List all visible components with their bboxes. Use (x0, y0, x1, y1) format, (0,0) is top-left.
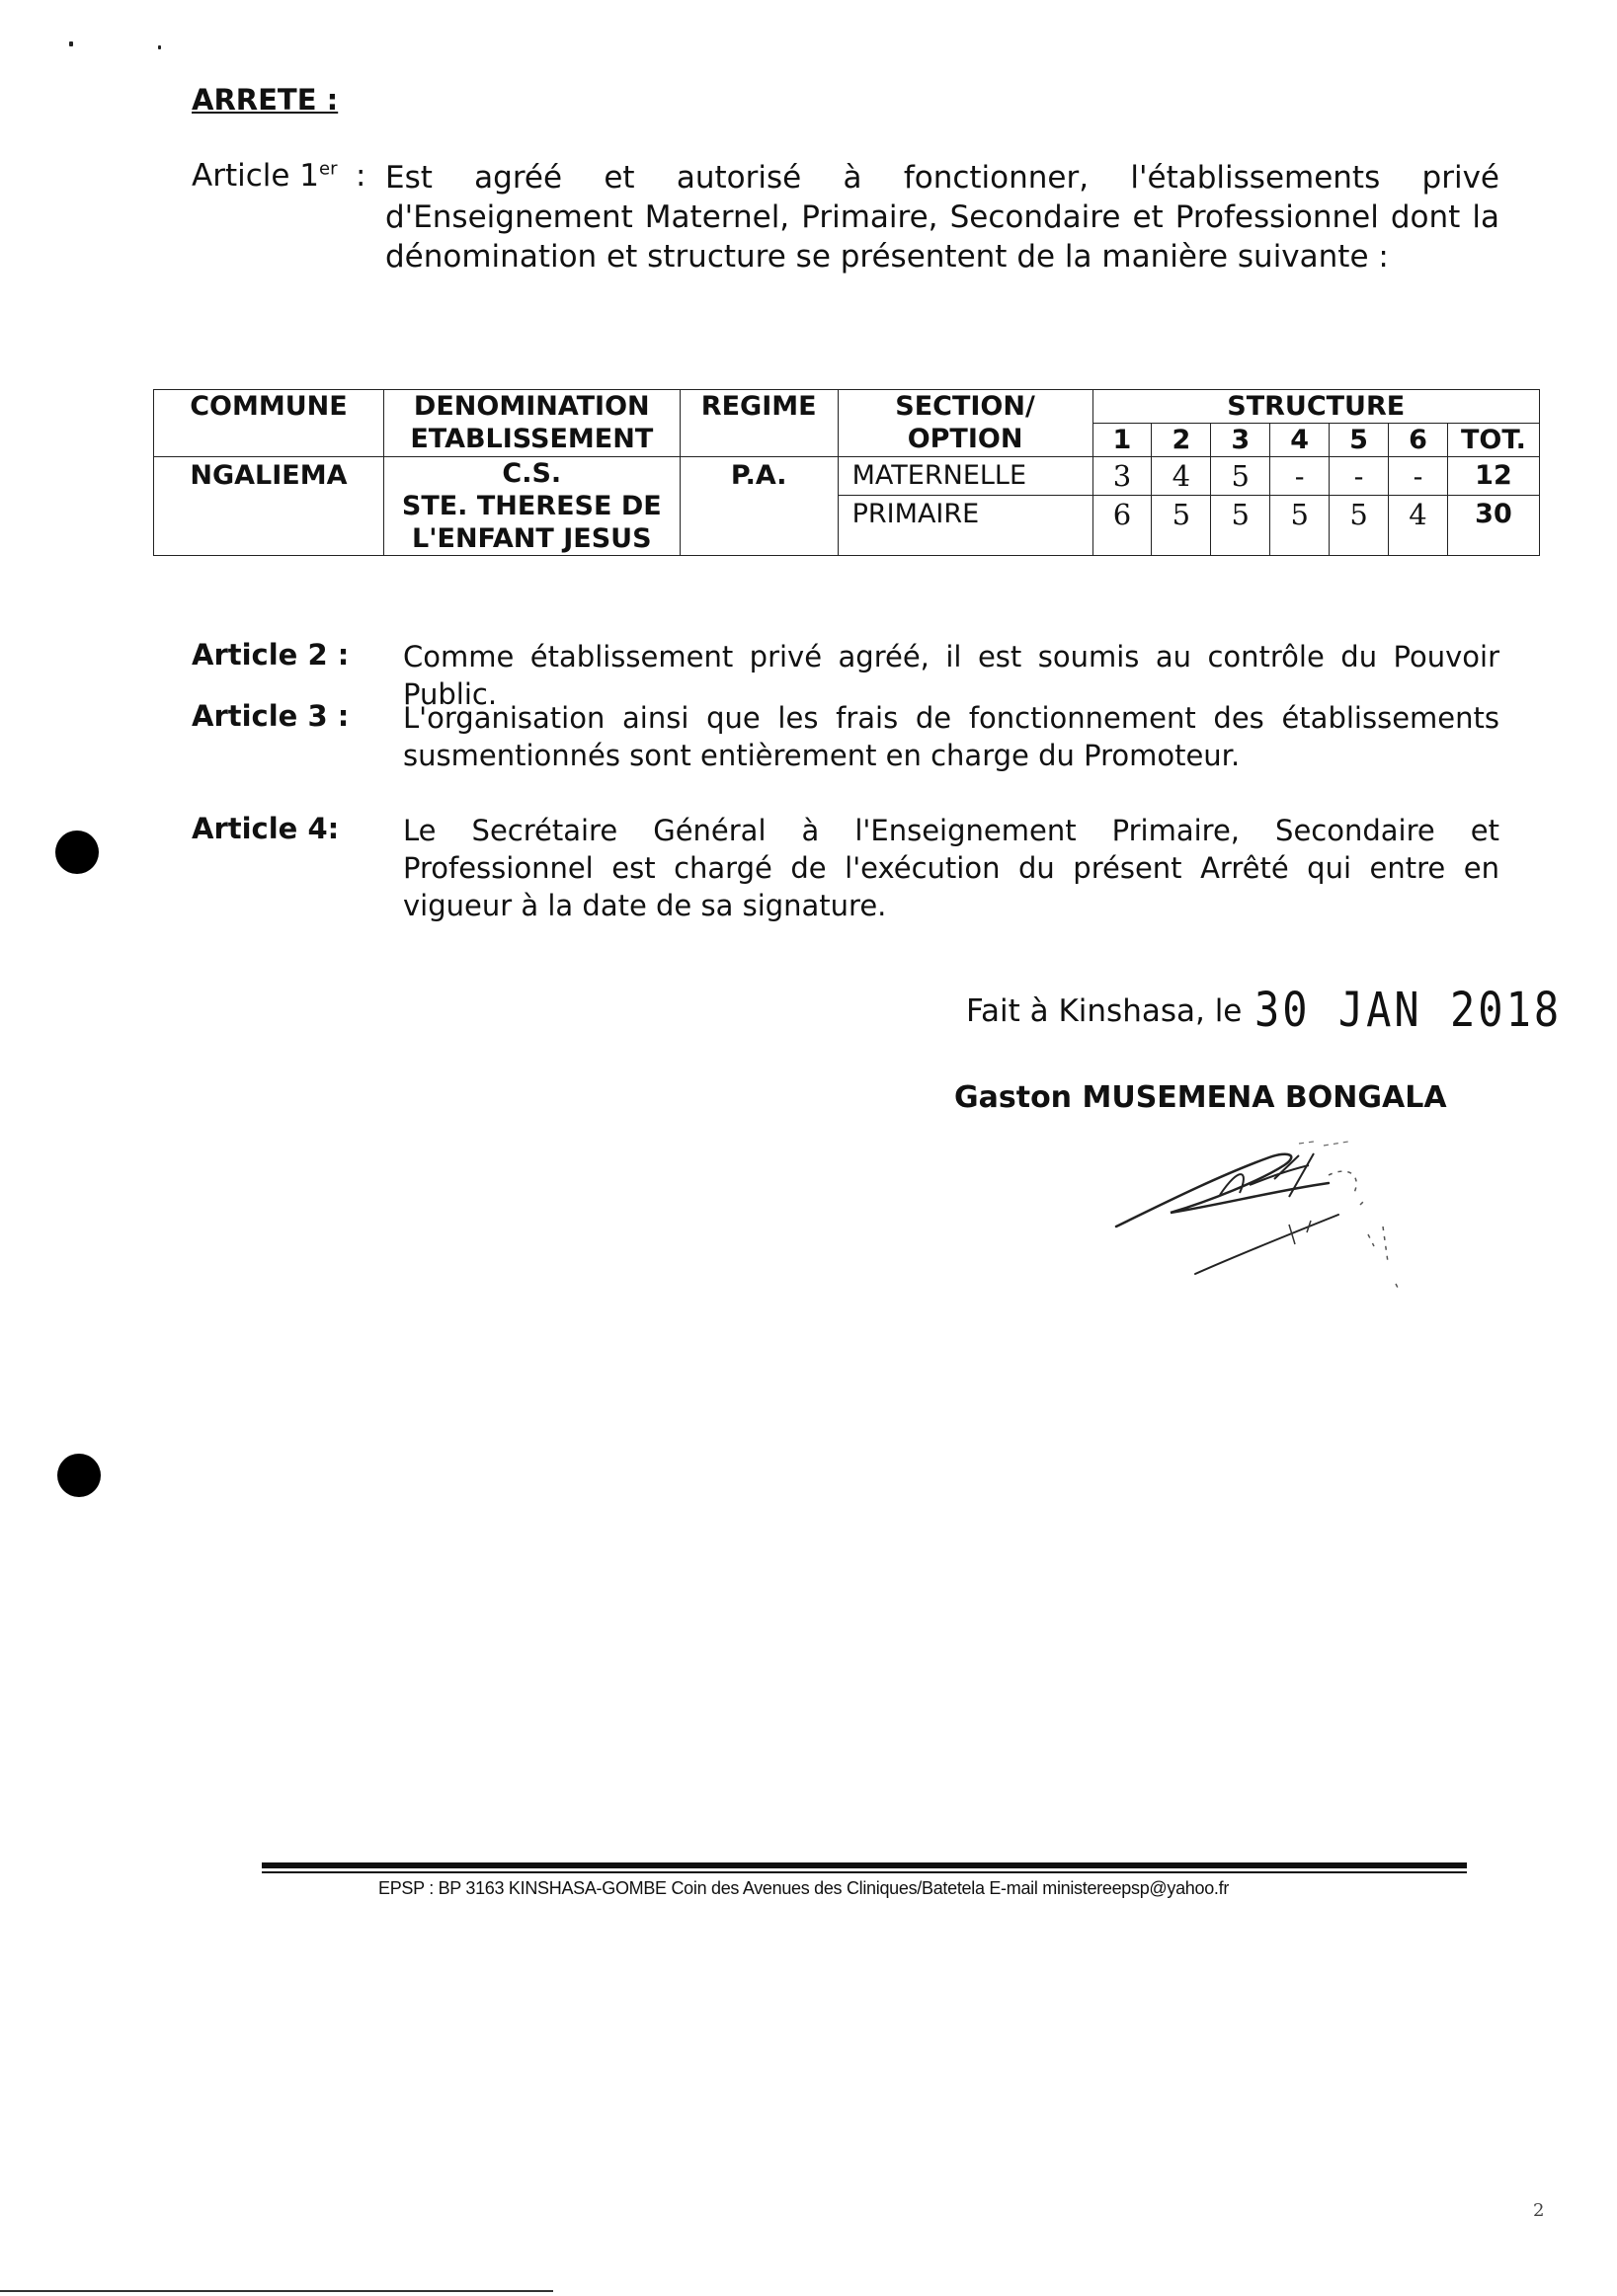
decree-heading: ARRETE : (192, 83, 339, 117)
cell-count: 5 (1211, 496, 1270, 556)
cell-count: 6 (1092, 496, 1152, 556)
header-section: SECTION/ OPTION (838, 390, 1092, 457)
article-3-text: L'organisation ainsi que les frais de fonctionnement des établissements susmentionnés sont entièrement en charge du Promoteur. (403, 701, 1499, 772)
article-3-label: Article 3 : (192, 699, 350, 733)
article-1-colon: : (356, 158, 366, 194)
header-total: TOT. (1447, 424, 1539, 457)
etablissement-line: C.S. (502, 458, 562, 489)
cell-count: 4 (1152, 457, 1211, 496)
footer-rule (262, 1862, 1467, 1868)
article-1-label: Article 1er (192, 158, 338, 194)
punch-hole (57, 1454, 101, 1497)
article-2-label: Article 2 : (192, 638, 350, 672)
table-row (154, 457, 1540, 496)
cell-total: 12 (1447, 457, 1539, 496)
etablissement-line: STE. THERESE DE (401, 491, 662, 521)
date-stamp: 30 JAN 2018 (1254, 982, 1563, 1038)
cell-count: 5 (1270, 496, 1330, 556)
cell-count: 3 (1092, 457, 1152, 496)
etablissement-line: L'ENFANT JESUS (412, 523, 652, 554)
cell-count: - (1330, 457, 1389, 496)
header-level-1: 1 (1092, 424, 1152, 457)
scan-edge-line (0, 2290, 553, 2292)
header-commune: COMMUNE (154, 390, 384, 457)
page-number: 2 (1533, 2200, 1545, 2221)
cell-count: 5 (1211, 457, 1270, 496)
cell-count: 5 (1152, 496, 1211, 556)
header-structure: STRUCTURE (1092, 390, 1540, 424)
header-level-4: 4 (1270, 424, 1330, 457)
header-level-5: 5 (1330, 424, 1389, 457)
punch-hole (55, 831, 99, 874)
header-denomination: DENOMINATION ETABLISSEMENT (383, 390, 680, 457)
cell-etablissement (383, 457, 680, 556)
footer-rule (262, 1871, 1467, 1873)
scan-speck (158, 45, 161, 49)
article-2-text: Comme établissement privé agréé, il est soumis au contrôle du Pouvoir Public. (403, 640, 1499, 711)
header-level-6: 6 (1389, 424, 1448, 457)
cell-section: PRIMAIRE (838, 496, 1092, 556)
cell-commune: NGALIEMA (154, 457, 384, 556)
cell-count: - (1389, 457, 1448, 496)
article-4-label: Article 4: (192, 812, 340, 845)
handwritten-signature (1101, 1136, 1457, 1294)
footer-address: EPSP : BP 3163 KINSHASA-GOMBE Coin des Avenues des Cliniques/Batetela E-mail ministereepsp@yahoo.fr (378, 1878, 1230, 1898)
cell-count: 4 (1389, 496, 1448, 556)
article-4-text: Le Secrétaire Général à l'Enseignement Primaire, Secondaire et Professionnel est chargé de l'exécution du présent Arrêté qui entre en vigueur à la date de sa signature. (403, 814, 1499, 922)
header-regime: REGIME (680, 390, 838, 457)
cell-regime: P.A. (680, 457, 838, 556)
cell-count: 5 (1330, 496, 1389, 556)
signature-place: Fait à Kinshasa, le (966, 993, 1243, 1029)
article-1-text: Est agréé et autorisé à fonctionner, l'établissements privé d'Enseignement Maternel, Primaire, Secondaire et Professionnel dont la dénomination et structure se présentent de la manière suivante : (385, 160, 1499, 275)
cell-total: 30 (1447, 496, 1539, 556)
header-level-2: 2 (1152, 424, 1211, 457)
signer-name: Gaston MUSEMENA BONGALA (954, 1080, 1447, 1115)
scan-speck (69, 41, 73, 46)
cell-count: - (1270, 457, 1330, 496)
cell-section: MATERNELLE (838, 457, 1092, 496)
header-level-3: 3 (1211, 424, 1270, 457)
structure-table (153, 389, 1540, 556)
